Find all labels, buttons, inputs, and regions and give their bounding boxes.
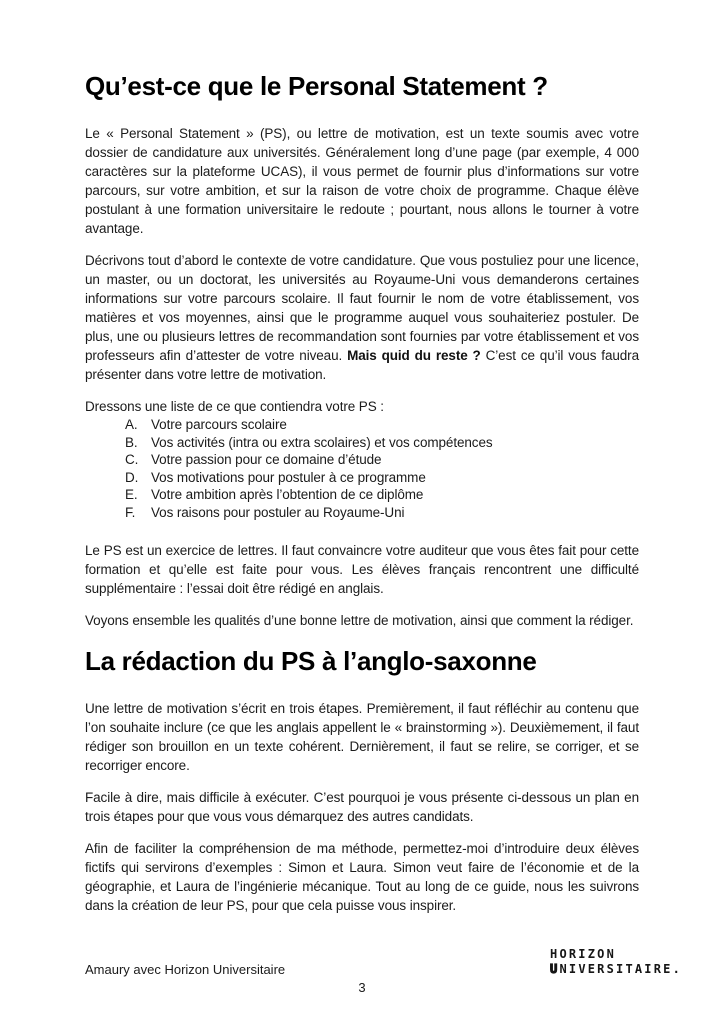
list-item-a (85, 416, 639, 434)
list-item-c (85, 451, 639, 469)
list-item-text: Votre ambition après l’obtention de ce diplôme (151, 487, 424, 502)
paragraph-application-context (85, 251, 639, 384)
list-item-text: Vos motivations pour postuler à ce programme (151, 469, 426, 485)
list-item-text: Vos raisons pour postuler au Royaume-Uni (151, 504, 405, 520)
list-intro: Dressons une liste de ce que contiendra votre PS : (85, 399, 384, 414)
paragraph-simon-laura: Afin de faciliter la compréhension de ma méthode, permettez-moi d’introduire deux élèves fictifs qui servirons d’exemples : Simon et Laura. Simon veut faire de l’économie et de la géographie, et Laura de l’ingénierie mécanique. Tout au long de ce guide, nous les suivrons dans la création de leur PS, pour que cela puisse vous inspirer. (85, 841, 639, 913)
list-item-text: Vos activités (intra ou extra scolaires) et vos compétences (151, 434, 493, 450)
list-marker: C. (125, 452, 139, 467)
horizon-universitaire-logo (550, 947, 682, 977)
document-content (85, 0, 639, 915)
page-number: 3 (358, 980, 366, 995)
list-item-e (85, 486, 639, 504)
list-marker: F. (125, 504, 136, 520)
list-item-b (85, 434, 639, 452)
paragraph-ps-exercise: Le PS est un exercice de lettres. Il faut convaincre votre auditeur que vous êtes fait pour cette formation et qu’elle est faite pour vous. Les élèves français rencontrent une difficulté supplémentaire : l’essai doit être rédigé en anglais. (85, 543, 639, 596)
list-item-text: Votre parcours scolaire (151, 417, 287, 432)
logo-line-2 (550, 962, 682, 977)
logo-filled-u-glyph: U (550, 962, 560, 976)
list-item-f (85, 504, 639, 522)
paragraph-three-steps: Une lettre de motivation s’écrit en trois étapes. Premièrement, il faut réfléchir au contenu que l’on souhaite inclure (ce que les anglais appellent le « brainstorming »). Deuxièmement, il faut rédiger son brouillon en un texte cohérent. Dernièrement, il faut se relire, se corriger, et se recorriger encore. (85, 701, 639, 773)
paragraph-plan-promise: Facile à dire, mais difficile à exécuter. C’est pourquoi je vous présente ci-dessous un plan en trois étapes pour que vous vous démarquez des autres candidats. (85, 790, 639, 824)
paragraph-context-tail: C’est ce qu’il vous faudra présenter dans votre lettre de motivation. (85, 348, 639, 382)
footer-credit: Amaury avec Horizon Universitaire (85, 962, 286, 977)
logo-line-2-rest: NIVERSITAIRE. (559, 962, 682, 976)
paragraph-ps-definition: Le « Personal Statement » (PS), ou lettre de motivation, est un texte soumis avec votre dossier de candidature aux universités. Généralement long d’une page (par exemple, 4 000 caractères sur la plateforme UCAS), il vous permet de fournir plus d’informations sur votre parcours, sur votre ambition, et sur la raison de votre choix de programme. Chaque élève postulant à une formation universitaire le redoute ; pourtant, nous allons le tourner à votre avantage. (85, 126, 639, 236)
list-marker: D. (125, 469, 139, 485)
list-item-d (85, 469, 639, 487)
heading-redaction-anglo-saxonne: La rédaction du PS à l’anglo-saxonne (85, 646, 537, 676)
logo-line-1: HORIZON (550, 947, 617, 961)
list-marker: B. (125, 434, 138, 450)
list-marker: E. (125, 487, 138, 502)
bold-mais-quid-du-reste: Mais quid du reste ? (347, 348, 481, 363)
list-marker: A. (125, 417, 138, 432)
list-item-text: Votre passion pour ce domaine d’étude (151, 452, 382, 467)
paragraph-transition: Voyons ensemble les qualités d’une bonne lettre de motivation, ainsi que comment la rédiger. (85, 613, 634, 628)
heading-what-is-personal-statement: Qu’est-ce que le Personal Statement ? (85, 71, 548, 101)
paragraph-context-text: Décrivons tout d’abord le contexte de votre candidature. Que vous postuliez pour une licence, un master, ou un doctorat, les universités au Royaume-Uni vous demanderons certaines informations sur votre parcours scolaire. Il faut fournir le nom de votre établissement, vos matières et vos moyennes, ainsi que le programme auquel vous souhaiteriez postuler. De plus, une ou plusieurs lettres de recommandation sont fournies par votre établissement et vos professeurs afin d’attester de votre niveau. (85, 253, 639, 363)
ps-contents-list (85, 416, 639, 521)
